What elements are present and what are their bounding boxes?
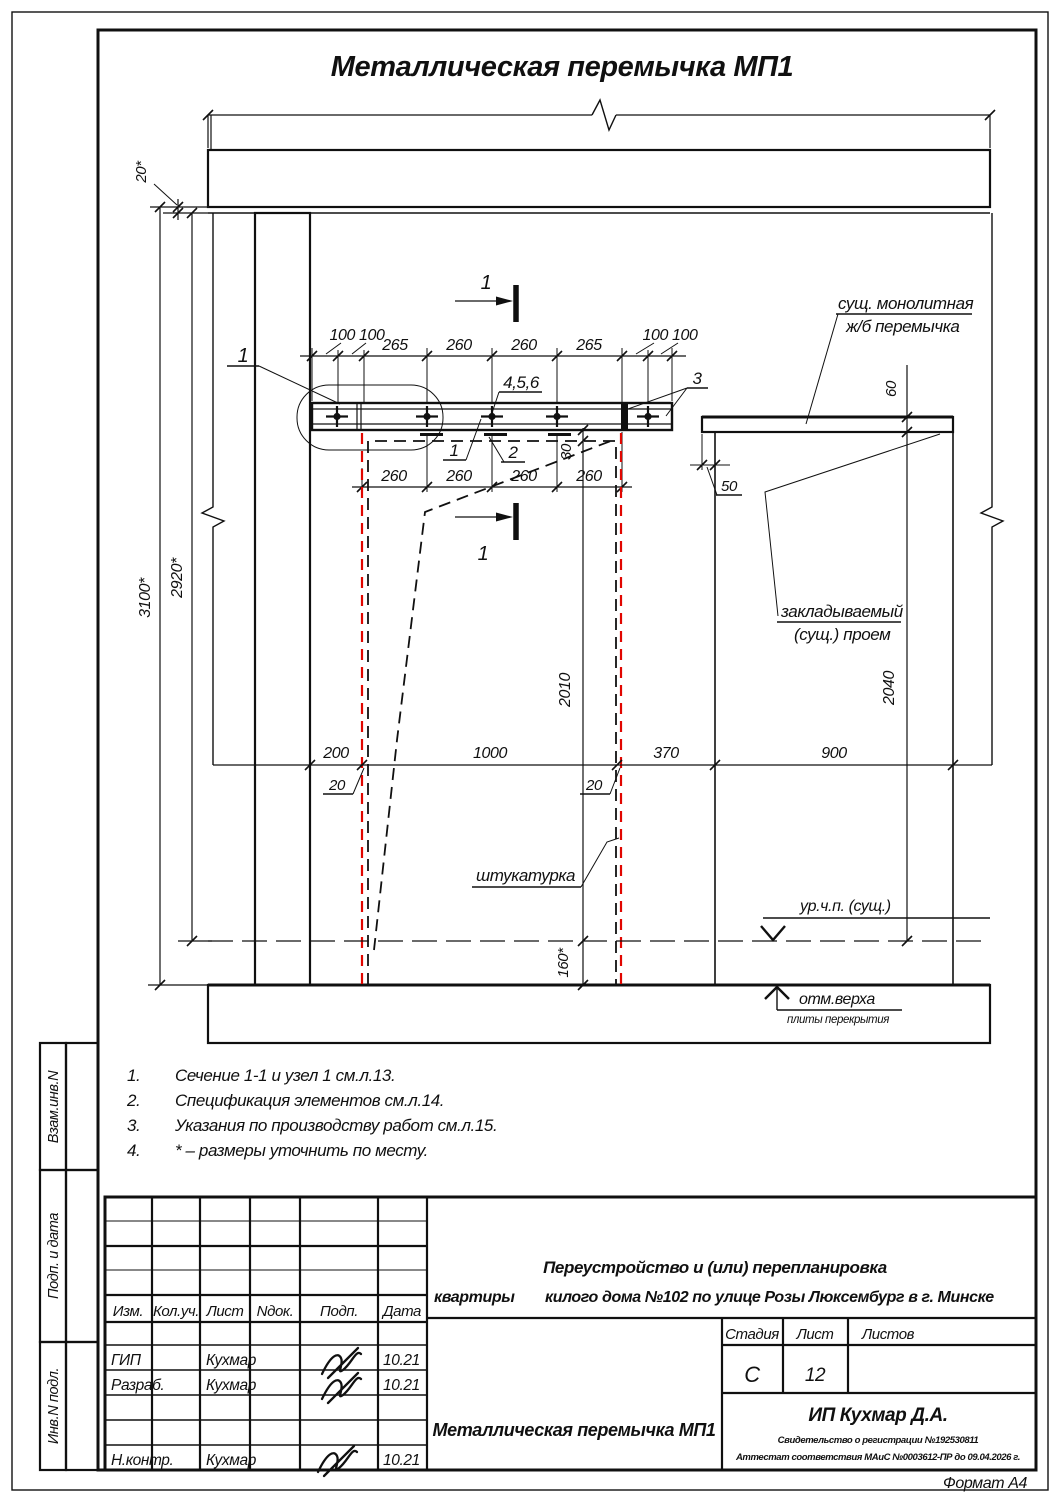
sidebar-stamps (40, 1043, 98, 1470)
new-opening (362, 433, 621, 985)
note-num: 2. (127, 1091, 141, 1110)
tb-name: Кухмар (206, 1377, 256, 1394)
top-dimension-line (208, 100, 990, 150)
floor-level (208, 898, 990, 941)
infill-label-2: (сущ.) проем (794, 625, 891, 644)
node-callout-label: 1 (237, 345, 249, 367)
tb-header-podp: Подп. (320, 1303, 358, 1320)
dim-370: 370 (653, 745, 679, 762)
tb-name: Кухмар (206, 1452, 256, 1469)
pos-456-label: 4,5,6 (503, 373, 539, 392)
tb-project-prefix: квартиры (434, 1289, 515, 1306)
note-text: Сечение 1-1 и узел 1 см.л.13. (175, 1066, 396, 1085)
stamp-vzam-inv: Взам.инв.N (46, 1070, 62, 1144)
slab-elevation-mark (764, 987, 906, 1028)
tb-stage-label: Стадия (725, 1326, 779, 1343)
dim-wall-clear-height: 2920* (169, 558, 186, 598)
left-vertical-dims (133, 110, 995, 990)
tb-sheets-label: Листов (861, 1326, 915, 1343)
title-block (105, 1197, 1036, 1476)
tb-name: Кухмар (206, 1352, 256, 1369)
pos-1-label: 1 (449, 441, 459, 460)
tb-header-izm: Изм. (112, 1303, 144, 1320)
tb-role: ГИП (111, 1352, 141, 1369)
existing-lintel-label-2: ж/б перемычка (846, 317, 960, 336)
note-num: 1. (127, 1066, 141, 1085)
tb-header-list: Лист (206, 1303, 244, 1320)
tb-org-cert-1: Свидетельство о регистрации №192530811 (777, 1435, 979, 1446)
section-arrow-icon (496, 513, 513, 522)
bearing-dim (690, 434, 742, 495)
dim-gap-30: 30 (558, 444, 575, 460)
tb-date: 10.21 (383, 1377, 420, 1394)
dim-floor-160: 160* (555, 948, 572, 978)
notes-list (126, 1066, 497, 1160)
node-callout (227, 345, 340, 404)
slab-top-label-1: отм.верха (799, 991, 875, 1008)
format-note: Формат А4 (943, 1475, 1027, 1492)
dim-900: 900 (821, 745, 847, 762)
ceiling-wall-band (208, 150, 990, 207)
dim-bolt-260-3: 260 (511, 468, 537, 485)
tb-header-koluch: Кол.уч. (152, 1303, 200, 1320)
tb-sheet-value: 12 (804, 1365, 826, 1386)
tb-role: Н.контр. (111, 1452, 174, 1469)
section-mark-label: 1 (477, 543, 489, 565)
section-mark-label: 1 (480, 272, 492, 294)
note-num: 4. (127, 1141, 141, 1160)
tb-org-cert-2: Аттестат соответствия МАиС №0003612-ПР до 09.04.2026 г. (735, 1452, 1021, 1463)
slab-top-label-2: плиты перекрытия (787, 1014, 889, 1026)
dim-20-right: 20 (586, 777, 602, 794)
dim-100-100-right: 100 100 (642, 327, 698, 344)
dim-bolt-260-4: 260 (576, 468, 602, 485)
tb-header-ndok: Nдок. (256, 1303, 294, 1320)
tb-project-line1: Переустройство и (или) перепланировка (543, 1258, 887, 1277)
infill-opening-label (765, 434, 940, 644)
page-frame (12, 12, 1048, 1490)
dim-260-b: 260 (511, 337, 537, 354)
dim-100-100-left: 100 100 (329, 327, 385, 344)
section-arrow-icon (496, 297, 513, 306)
tb-role: Разраб. (111, 1377, 165, 1394)
dim-ceiling-plaster: 20* (133, 161, 150, 183)
dim-200: 200 (323, 745, 349, 762)
floor-level-label: ур.ч.п. (сущ.) (800, 898, 891, 915)
existing-lintel (702, 294, 974, 432)
infill-label-1: закладываемый (781, 602, 903, 621)
dim-bearing-50: 50 (721, 478, 737, 495)
existing-lintel-label-1: сущ. монолитная (838, 294, 974, 313)
dim-lintel-60: 60 (883, 381, 900, 397)
dim-265-a: 265 (382, 337, 408, 354)
note-text: Указания по производству работ см.л.15. (175, 1116, 498, 1135)
tb-sheet-label: Лист (796, 1326, 834, 1343)
tb-project-line2: килого дома №102 по улице Розы Люксембург в г. Минске (545, 1289, 994, 1306)
dim-265-b: 265 (576, 337, 602, 354)
note-num: 3. (127, 1116, 141, 1135)
tb-date: 10.21 (383, 1352, 420, 1369)
dim-opening-2040: 2040 (881, 671, 898, 705)
dim-20-left: 20 (329, 777, 345, 794)
signature-scribbles (318, 1348, 361, 1476)
pos-3-label: 3 (692, 369, 702, 388)
dim-bolt-260-2: 260 (446, 468, 472, 485)
tb-doc-title: Металлическая перемычка МП1 (432, 1420, 716, 1440)
note-text: * – размеры уточнить по месту. (175, 1141, 428, 1160)
dim-1000: 1000 (473, 745, 507, 762)
tb-date: 10.21 (383, 1452, 420, 1469)
plaster-text: штукатурка (476, 866, 576, 885)
section-mark-top (455, 272, 516, 322)
width-dimension-chain (213, 745, 992, 794)
wall-pier (255, 213, 310, 985)
tb-header-data: Дата (383, 1303, 421, 1320)
level-mark-icon (761, 926, 785, 940)
pos-2-label: 2 (508, 443, 518, 462)
page-title: Металлическая перемычка МП1 (330, 51, 794, 83)
section-mark-bottom (455, 503, 516, 565)
note-text: Спецификация элементов см.л.14. (175, 1091, 445, 1110)
lintel-beam-mp1 (297, 385, 672, 450)
tb-org-name: ИП Кухмар Д.А. (808, 1405, 948, 1426)
center-vertical-dims (555, 425, 588, 990)
dim-wall-height: 3100* (137, 578, 154, 618)
elevation-view (133, 100, 1003, 1043)
tb-stage-value: С (744, 1362, 760, 1387)
stamp-inv-podl: Инв.N подл. (46, 1367, 62, 1445)
dim-opening-2010: 2010 (557, 673, 574, 707)
dim-bolt-260-1: 260 (381, 468, 407, 485)
dim-260-a: 260 (446, 337, 472, 354)
stamp-podp-data: Подп. и дата (46, 1213, 62, 1299)
plaster-label (472, 838, 619, 887)
